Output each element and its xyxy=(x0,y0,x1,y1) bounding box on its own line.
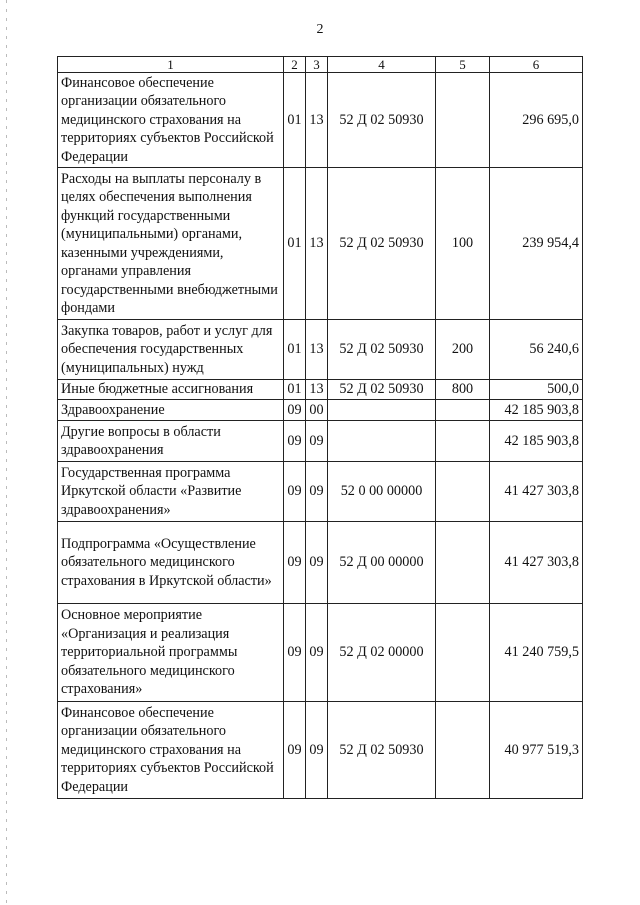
row-name: Основное мероприятие «Организация и реализация территориальной программы обязательного медицинского страхования» xyxy=(58,604,284,702)
row-amount: 42 185 903,8 xyxy=(490,421,583,462)
row-name: Расходы на выплаты персоналу в целях обеспечения выполнения функций государственными (муниципальными) органами, казенными учреждениями, органами управления государственными внебюджетными фондами xyxy=(58,168,284,320)
row-subsection: 13 xyxy=(306,168,328,320)
row-name: Здравоохранение xyxy=(58,400,284,421)
row-section: 09 xyxy=(284,702,306,799)
row-amount: 40 977 519,3 xyxy=(490,702,583,799)
row-subsection: 09 xyxy=(306,702,328,799)
row-amount: 42 185 903,8 xyxy=(490,400,583,421)
row-name: Финансовое обеспечение организации обязательного медицинского страхования на территориях субъектов Российской Федерации xyxy=(58,702,284,799)
row-target-article: 52 Д 02 50930 xyxy=(328,380,436,400)
table-row xyxy=(58,421,583,462)
row-target-article: 52 Д 02 50930 xyxy=(328,73,436,168)
table-row xyxy=(58,168,583,320)
column-header-1: 1 xyxy=(58,57,284,73)
row-section: 09 xyxy=(284,522,306,604)
row-section: 09 xyxy=(284,421,306,462)
row-section: 01 xyxy=(284,380,306,400)
row-amount: 239 954,4 xyxy=(490,168,583,320)
row-name: Финансовое обеспечение организации обязательного медицинского страхования на территориях субъектов Российской Федерации xyxy=(58,73,284,168)
row-target-article: 52 Д 02 50930 xyxy=(328,168,436,320)
row-amount: 41 427 303,8 xyxy=(490,522,583,604)
row-subsection: 09 xyxy=(306,462,328,522)
row-subsection: 00 xyxy=(306,400,328,421)
row-name: Другие вопросы в области здравоохранения xyxy=(58,421,284,462)
row-name: Закупка товаров, работ и услуг для обеспечения государственных (муниципальных) нужд xyxy=(58,320,284,380)
column-header-3: 3 xyxy=(306,57,328,73)
table-row xyxy=(58,702,583,799)
row-subsection: 13 xyxy=(306,380,328,400)
row-section: 01 xyxy=(284,73,306,168)
row-expense-type xyxy=(436,462,490,522)
row-target-article: 52 0 00 00000 xyxy=(328,462,436,522)
row-target-article xyxy=(328,421,436,462)
table-row xyxy=(58,522,583,604)
row-subsection: 09 xyxy=(306,604,328,702)
row-expense-type xyxy=(436,73,490,168)
row-name: Подпрограмма «Осуществление обязательного медицинского страхования в Иркутской области» xyxy=(58,522,284,604)
row-target-article: 52 Д 02 00000 xyxy=(328,604,436,702)
row-expense-type xyxy=(436,604,490,702)
table-row xyxy=(58,462,583,522)
row-section: 01 xyxy=(284,168,306,320)
row-amount: 41 240 759,5 xyxy=(490,604,583,702)
scan-edge-marks xyxy=(6,0,7,905)
table-row xyxy=(58,380,583,400)
row-expense-type: 100 xyxy=(436,168,490,320)
row-section: 09 xyxy=(284,462,306,522)
row-target-article: 52 Д 00 00000 xyxy=(328,522,436,604)
row-name: Иные бюджетные ассигнования xyxy=(58,380,284,400)
row-expense-type: 200 xyxy=(436,320,490,380)
row-subsection: 13 xyxy=(306,320,328,380)
row-amount: 296 695,0 xyxy=(490,73,583,168)
row-expense-type: 800 xyxy=(436,380,490,400)
row-amount: 56 240,6 xyxy=(490,320,583,380)
row-section: 09 xyxy=(284,604,306,702)
row-expense-type xyxy=(436,400,490,421)
column-header-2: 2 xyxy=(284,57,306,73)
table-row xyxy=(58,320,583,380)
column-header-5: 5 xyxy=(436,57,490,73)
row-subsection: 09 xyxy=(306,522,328,604)
row-expense-type xyxy=(436,522,490,604)
row-name: Государственная программа Иркутской области «Развитие здравоохранения» xyxy=(58,462,284,522)
table-row xyxy=(58,604,583,702)
row-section: 09 xyxy=(284,400,306,421)
row-expense-type xyxy=(436,421,490,462)
column-header-6: 6 xyxy=(490,57,583,73)
column-header-4: 4 xyxy=(328,57,436,73)
row-amount: 41 427 303,8 xyxy=(490,462,583,522)
row-target-article: 52 Д 02 50930 xyxy=(328,320,436,380)
table-row xyxy=(58,400,583,421)
budget-table xyxy=(57,56,583,799)
table-header-row xyxy=(58,57,583,73)
row-subsection: 09 xyxy=(306,421,328,462)
row-target-article: 52 Д 02 50930 xyxy=(328,702,436,799)
row-expense-type xyxy=(436,702,490,799)
page-number: 2 xyxy=(316,22,324,37)
row-target-article xyxy=(328,400,436,421)
row-amount: 500,0 xyxy=(490,380,583,400)
row-subsection: 13 xyxy=(306,73,328,168)
table-row xyxy=(58,73,583,168)
row-section: 01 xyxy=(284,320,306,380)
